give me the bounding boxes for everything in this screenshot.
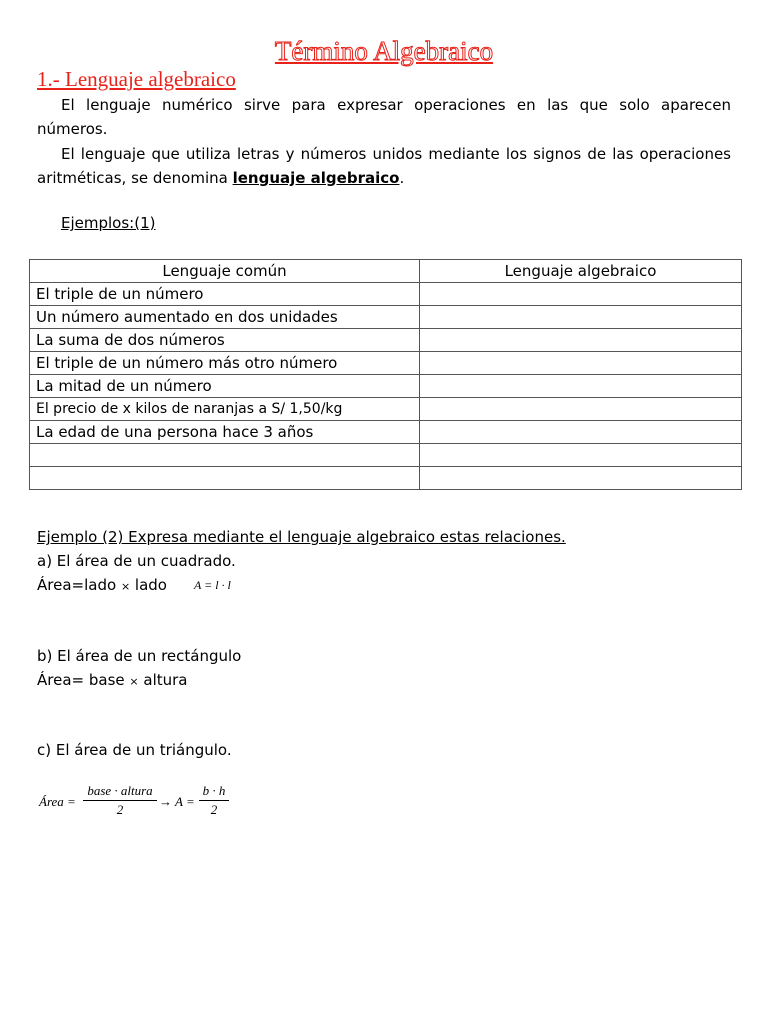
algebraic-language-term: lenguaje algebraico: [232, 169, 400, 187]
common-cell: La suma de dos números: [30, 329, 420, 352]
area-b-suffix: altura: [138, 671, 188, 689]
common-cell[interactable]: [30, 444, 420, 467]
common-cell: Un número aumentado en dos unidades: [30, 306, 420, 329]
area-a-suffix: lado: [130, 576, 167, 594]
table-row: [30, 467, 742, 490]
para2-text: El lenguaje que utiliza letras y números unidos mediante los signos de las operaciones aritméticas, se denomina: [37, 145, 731, 187]
fraction-b-h: [199, 783, 229, 818]
fraction-bar: [83, 800, 157, 801]
item-b-label: b) El área de un rectángulo: [37, 647, 242, 665]
fraction-base-altura: [83, 783, 157, 818]
algebraic-cell[interactable]: [420, 306, 742, 329]
common-cell: El triple de un número más otro número: [30, 352, 420, 375]
examples-1-label: Ejemplos:(1): [61, 214, 156, 232]
item-c-label: c) El área de un triángulo.: [37, 741, 232, 759]
algebraic-cell[interactable]: [420, 444, 742, 467]
times-sign: ×: [129, 675, 139, 688]
table-row: [30, 398, 742, 421]
table-row: [30, 444, 742, 467]
page-title: Término Algebraico: [274, 36, 494, 66]
item-a-label: a) El área de un cuadrado.: [37, 552, 236, 570]
paragraph-algebraic-language: [37, 142, 731, 190]
table-row: [30, 329, 742, 352]
table-row: [30, 375, 742, 398]
algebraic-cell[interactable]: [420, 375, 742, 398]
algebraic-cell[interactable]: [420, 421, 742, 444]
para2-period: .: [399, 169, 405, 187]
header-common-language: Lenguaje común: [30, 260, 420, 283]
square-area-formula: A = l · l: [194, 578, 231, 592]
table-row: [30, 352, 742, 375]
fraction-numerator: b · h: [202, 783, 226, 798]
algebraic-cell[interactable]: [420, 398, 742, 421]
fraction-denominator: 2: [210, 802, 218, 817]
common-cell: La mitad de un número: [30, 375, 420, 398]
paragraph-numeric-language: El lenguaje numérico sirve para expresar operaciones en las que solo aparecen números.: [37, 96, 731, 138]
fraction-denominator: 2: [116, 802, 124, 817]
header-algebraic-language: Lenguaje algebraico: [420, 260, 742, 283]
common-cell: La edad de una persona hace 3 años: [30, 421, 420, 444]
times-sign: ×: [120, 580, 131, 593]
section-heading: 1.- Lenguaje algebraico: [37, 67, 236, 91]
algebraic-cell[interactable]: [420, 352, 742, 375]
arrow-equals: → A =: [159, 794, 195, 809]
table-row: [30, 283, 742, 306]
fraction-numerator: base · altura: [87, 783, 153, 798]
language-table: [29, 259, 742, 490]
item-a-area: [37, 576, 167, 594]
table-row: [30, 306, 742, 329]
common-cell[interactable]: [30, 467, 420, 490]
fraction-bar: [199, 800, 229, 801]
algebraic-cell[interactable]: [420, 467, 742, 490]
common-cell: El precio de x kilos de naranjas a S/ 1,50/kg: [30, 398, 420, 421]
item-b-area: [37, 671, 188, 689]
area-lhs: Área =: [39, 794, 76, 809]
area-b-prefix: Área= base: [37, 671, 125, 689]
area-a-prefix: Área=lado: [37, 576, 117, 594]
common-cell: El triple de un número: [30, 283, 420, 306]
algebraic-cell[interactable]: [420, 329, 742, 352]
triangle-area-formula: [37, 783, 247, 821]
table-row: [30, 421, 742, 444]
algebraic-cell[interactable]: [420, 283, 742, 306]
example-2-heading: Ejemplo (2) Expresa mediante el lenguaje algebraico estas relaciones.: [37, 528, 566, 546]
